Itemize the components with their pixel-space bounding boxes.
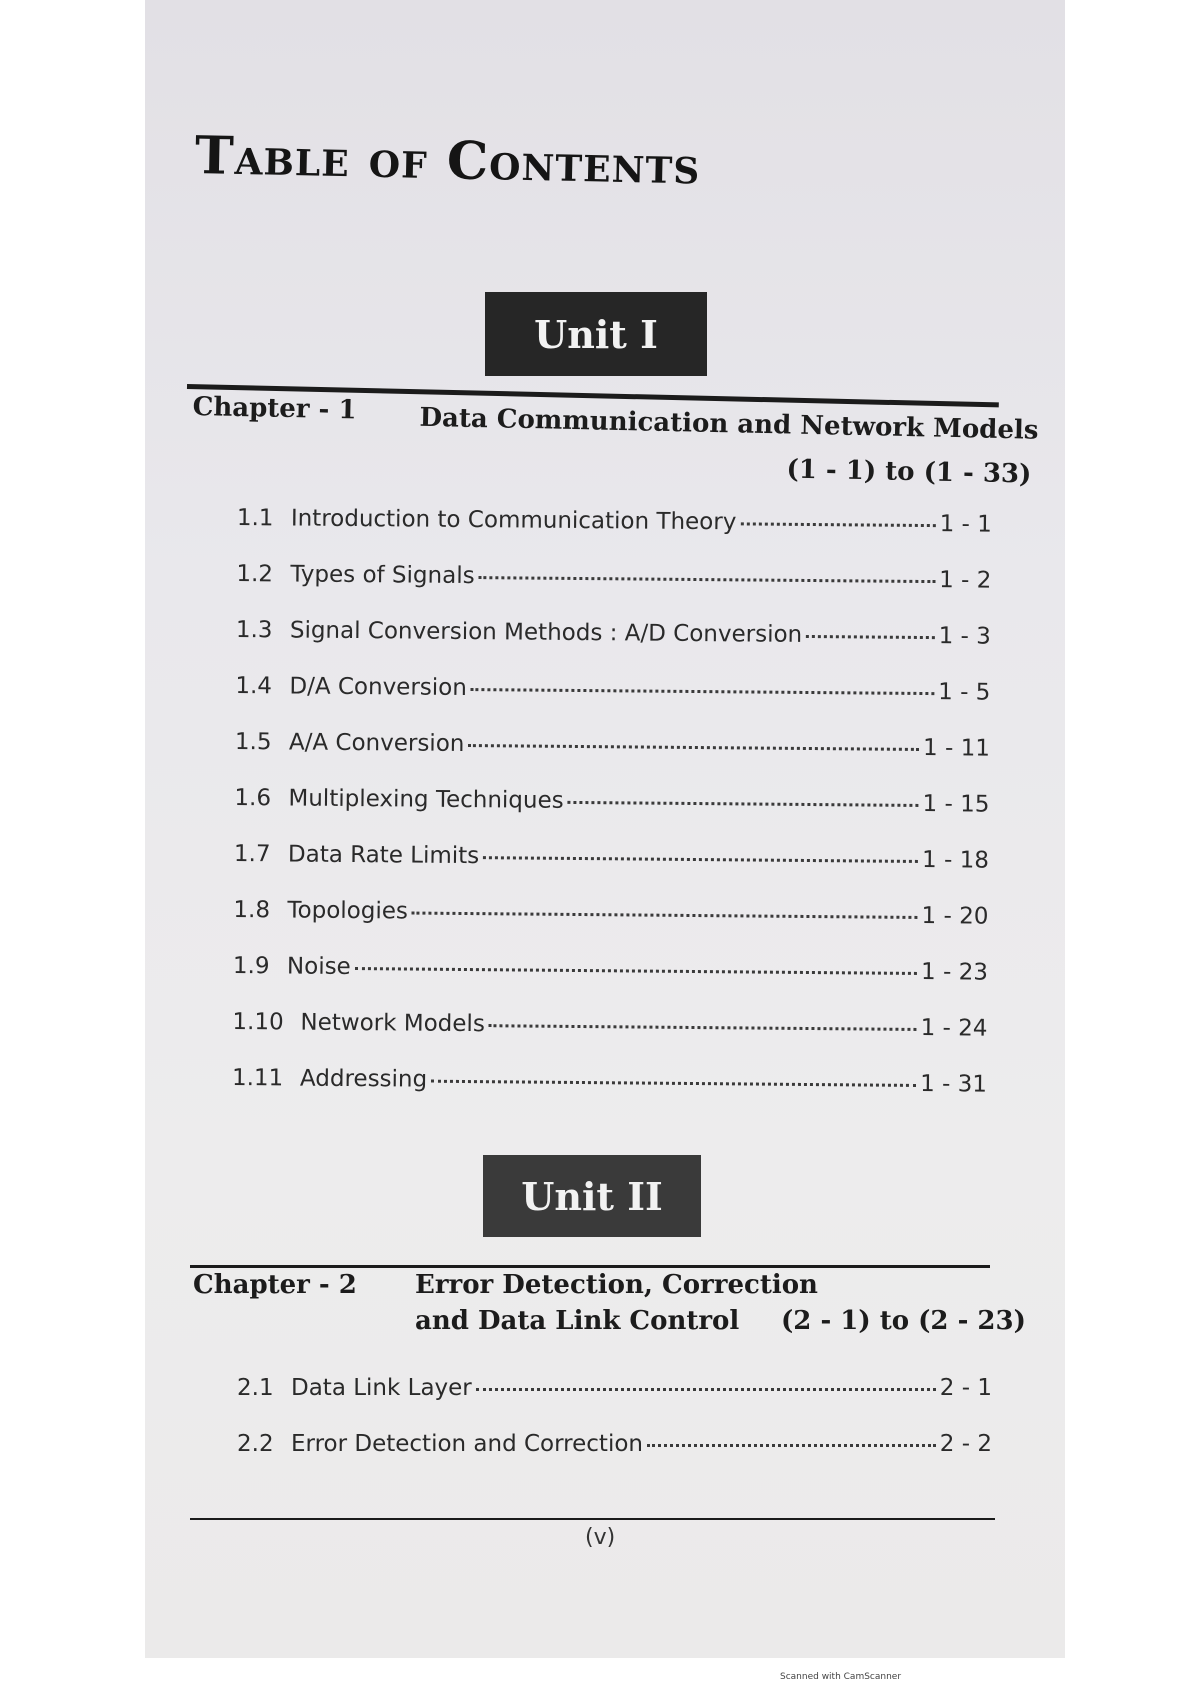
toc-entry[interactable]	[235, 673, 990, 736]
chapter-2-title-line-2: and Data Link Control	[415, 1306, 740, 1336]
page-folio: (v)	[585, 1525, 616, 1550]
section-page: 1 - 3	[938, 623, 991, 650]
dot-leader	[355, 966, 917, 975]
dot-leader	[489, 1023, 917, 1031]
toc-entry[interactable]	[232, 1009, 987, 1072]
chapter-1-page-range: (1 - 1) to (1 - 33)	[786, 454, 1032, 490]
dot-leader	[568, 800, 919, 807]
section-page: 1 - 1	[939, 511, 992, 538]
section-number: 1.2	[236, 560, 274, 588]
toc-entry[interactable]	[232, 1065, 987, 1128]
section-title: Error Detection and Correction	[291, 1431, 643, 1457]
section-page: 1 - 18	[921, 846, 990, 874]
toc-entry[interactable]	[236, 617, 991, 680]
scanned-page	[145, 0, 1065, 1658]
section-page: 1 - 23	[921, 958, 989, 986]
section-number: 1.6	[234, 784, 272, 812]
chapter-2-title-line-1: Error Detection, Correction	[415, 1270, 818, 1300]
dot-leader	[740, 521, 935, 527]
dot-leader	[468, 743, 919, 751]
dot-leader	[471, 687, 934, 695]
toc-entry[interactable]	[236, 561, 991, 624]
section-number: 1.7	[233, 840, 271, 868]
unit-1-banner: Unit I	[485, 292, 707, 376]
section-number: 1.11	[231, 1064, 284, 1092]
dot-leader	[806, 634, 935, 639]
toc-entry[interactable]	[234, 841, 989, 904]
section-page: 2 - 1	[939, 1375, 992, 1401]
section-title: Signal Conversion Methods : A/D Conversion	[289, 617, 803, 648]
section-page: 1 - 31	[920, 1070, 988, 1098]
section-page: 1 - 20	[921, 902, 989, 930]
chapter-2-page-range: (2 - 1) to (2 - 23)	[781, 1306, 1026, 1336]
toc-entry[interactable]	[237, 1431, 992, 1487]
section-title: Data Rate Limits	[287, 841, 480, 870]
toc-entry[interactable]	[237, 1375, 992, 1431]
section-title: A/A Conversion	[288, 729, 465, 757]
section-number: 2.1	[237, 1375, 274, 1401]
toc-entry[interactable]	[233, 953, 988, 1016]
section-title: Introduction to Communication Theory	[290, 505, 737, 536]
footer-rule	[190, 1518, 995, 1520]
unit-2-banner: Unit II	[483, 1155, 701, 1237]
scanner-watermark: Scanned with CamScanner	[780, 1672, 902, 1682]
dot-leader	[431, 1079, 916, 1087]
section-number: 1.3	[235, 616, 273, 644]
chapter-1-label: Chapter - 1	[192, 392, 357, 426]
section-page: 1 - 24	[920, 1014, 988, 1042]
section-title: Topologies	[287, 897, 409, 925]
chapter-1-title: Data Communication and Network Models	[419, 402, 1039, 446]
section-number: 1.4	[235, 672, 273, 700]
section-title: Types of Signals	[290, 561, 475, 590]
section-number: 1.9	[232, 952, 270, 980]
section-title: Addressing	[299, 1065, 428, 1093]
section-title: Network Models	[300, 1009, 485, 1038]
chapter-2-rule	[190, 1265, 990, 1268]
toc-entry[interactable]	[234, 785, 989, 848]
dot-leader	[483, 855, 918, 863]
section-title: D/A Conversion	[289, 673, 467, 702]
chapter-1-toc-list	[232, 505, 992, 1128]
section-title: Noise	[286, 953, 351, 981]
toc-entry[interactable]	[233, 897, 988, 960]
toc-entry[interactable]	[237, 505, 992, 568]
toc-entry[interactable]	[235, 729, 990, 792]
section-page: 1 - 5	[938, 679, 991, 706]
section-page: 1 - 2	[939, 567, 992, 594]
section-number: 1.8	[233, 896, 271, 924]
section-page: 2 - 2	[939, 1431, 992, 1457]
section-number: 1.1	[236, 505, 274, 532]
chapter-2-toc-list	[237, 1375, 992, 1487]
dot-leader	[647, 1443, 936, 1447]
section-title: Multiplexing Techniques	[288, 785, 564, 814]
dot-leader	[412, 911, 918, 919]
section-number: 1.5	[234, 728, 272, 756]
section-number: 2.2	[237, 1431, 274, 1457]
section-title: Data Link Layer	[291, 1375, 472, 1401]
page-title: Table of Contents	[194, 125, 702, 197]
section-page: 1 - 11	[922, 734, 991, 762]
dot-leader	[476, 1387, 936, 1391]
chapter-2-label: Chapter - 2	[193, 1270, 357, 1300]
section-page: 1 - 15	[922, 790, 990, 818]
dot-leader	[479, 575, 936, 583]
section-number: 1.10	[232, 1008, 284, 1036]
